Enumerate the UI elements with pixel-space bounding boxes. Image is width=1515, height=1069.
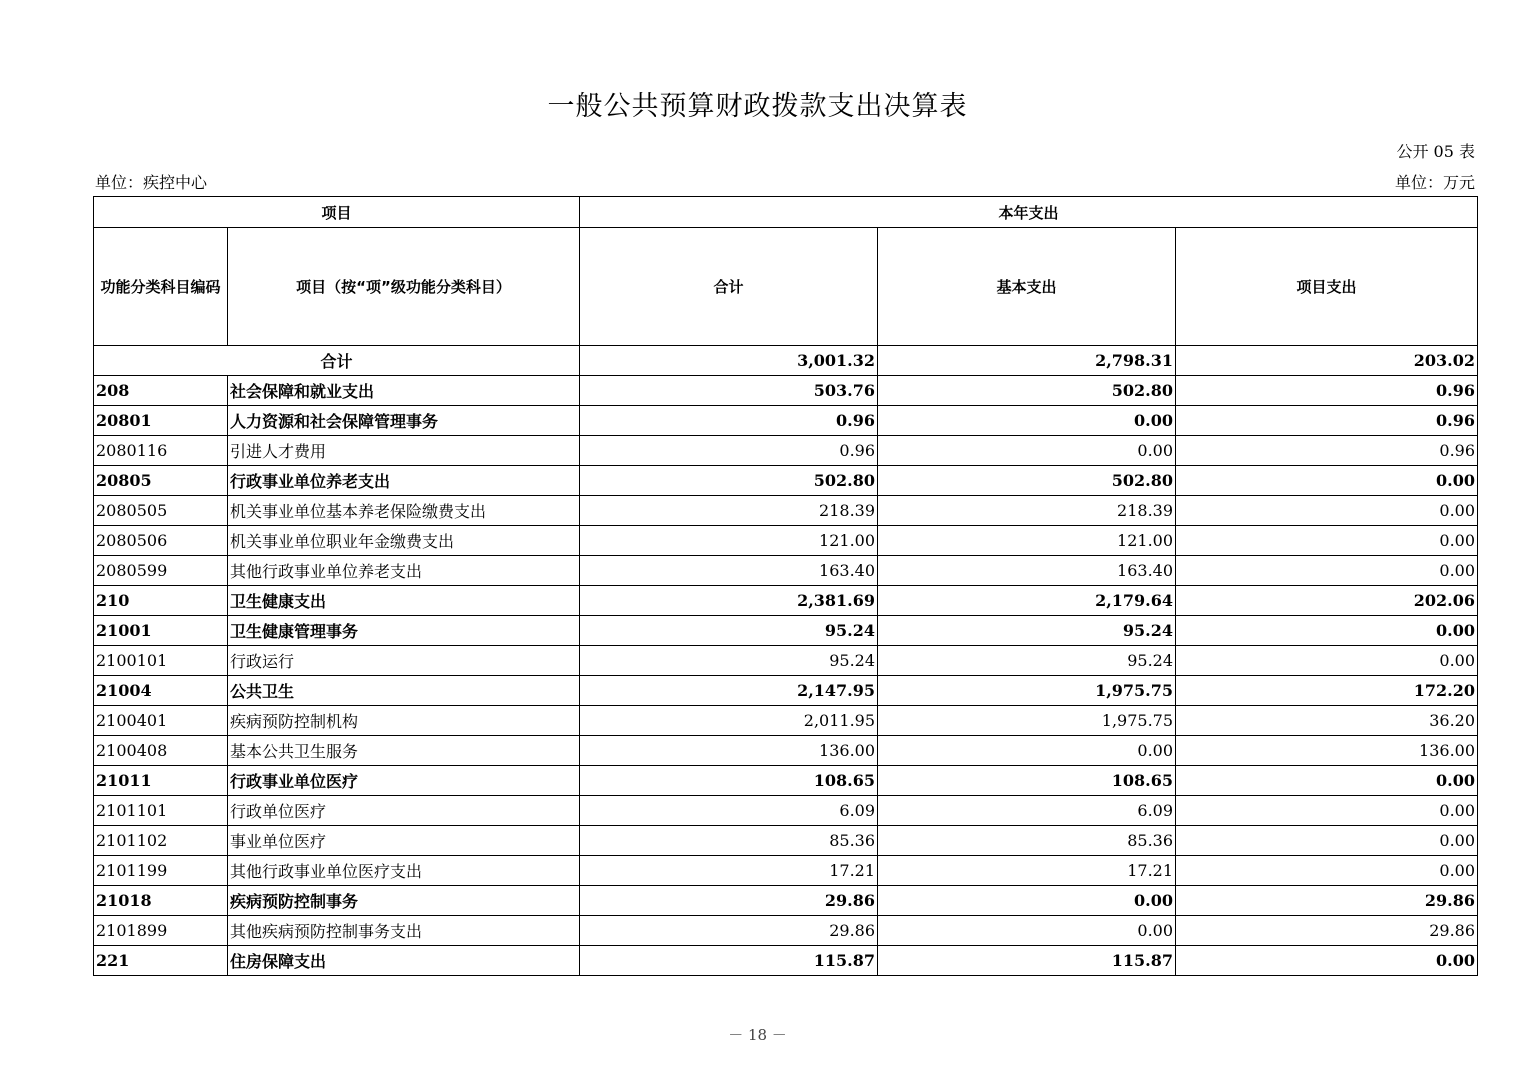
row-total: 121.00 bbox=[580, 526, 878, 556]
form-number: 公开 05 表 bbox=[1396, 142, 1475, 161]
total-project: 203.02 bbox=[1176, 346, 1478, 376]
row-basic: 502.80 bbox=[878, 466, 1176, 496]
row-code: 20801 bbox=[94, 406, 228, 436]
row-code: 21011 bbox=[94, 766, 228, 796]
header-year-expenditure: 本年支出 bbox=[580, 197, 1478, 228]
row-code: 2100101 bbox=[94, 646, 228, 676]
table-row bbox=[94, 436, 1478, 466]
row-basic: 1,975.75 bbox=[878, 676, 1176, 706]
row-total: 29.86 bbox=[580, 886, 878, 916]
row-project: 29.86 bbox=[1176, 886, 1478, 916]
row-name: 机关事业单位基本养老保险缴费支出 bbox=[228, 496, 580, 526]
row-code: 21018 bbox=[94, 886, 228, 916]
row-code: 2100401 bbox=[94, 706, 228, 736]
table-row bbox=[94, 766, 1478, 796]
row-code: 21004 bbox=[94, 676, 228, 706]
header-item-group: 项目 bbox=[94, 197, 580, 228]
row-total: 2,147.95 bbox=[580, 676, 878, 706]
row-basic: 95.24 bbox=[878, 616, 1176, 646]
table-row bbox=[94, 526, 1478, 556]
row-basic: 502.80 bbox=[878, 376, 1176, 406]
row-project: 0.96 bbox=[1176, 436, 1478, 466]
row-name: 住房保障支出 bbox=[228, 946, 580, 976]
table-row bbox=[94, 706, 1478, 736]
row-total: 218.39 bbox=[580, 496, 878, 526]
row-total: 163.40 bbox=[580, 556, 878, 586]
row-basic: 115.87 bbox=[878, 946, 1176, 976]
row-total: 502.80 bbox=[580, 466, 878, 496]
row-code: 2101199 bbox=[94, 856, 228, 886]
organization-unit: 单位：疾控中心 bbox=[95, 173, 208, 192]
row-name: 公共卫生 bbox=[228, 676, 580, 706]
total-label: 合计 bbox=[94, 346, 580, 376]
row-total: 2,011.95 bbox=[580, 706, 878, 736]
row-basic: 163.40 bbox=[878, 556, 1176, 586]
table-row bbox=[94, 826, 1478, 856]
table-row bbox=[94, 736, 1478, 766]
row-name: 疾病预防控制机构 bbox=[228, 706, 580, 736]
total-row bbox=[94, 346, 1478, 376]
table-row bbox=[94, 616, 1478, 646]
row-name: 卫生健康管理事务 bbox=[228, 616, 580, 646]
row-name: 事业单位医疗 bbox=[228, 826, 580, 856]
row-name: 基本公共卫生服务 bbox=[228, 736, 580, 766]
row-code: 2101102 bbox=[94, 826, 228, 856]
row-project: 0.00 bbox=[1176, 616, 1478, 646]
header-total: 合计 bbox=[580, 228, 878, 346]
row-code: 210 bbox=[94, 586, 228, 616]
row-name: 行政事业单位养老支出 bbox=[228, 466, 580, 496]
table-row bbox=[94, 376, 1478, 406]
table-row bbox=[94, 916, 1478, 946]
row-project: 0.96 bbox=[1176, 376, 1478, 406]
header-basic: 基本支出 bbox=[878, 228, 1176, 346]
header-name: 项目（按“项”级功能分类科目） bbox=[228, 228, 580, 346]
row-code: 2080505 bbox=[94, 496, 228, 526]
row-name: 人力资源和社会保障管理事务 bbox=[228, 406, 580, 436]
row-project: 172.20 bbox=[1176, 676, 1478, 706]
row-project: 136.00 bbox=[1176, 736, 1478, 766]
row-code: 2101899 bbox=[94, 916, 228, 946]
row-project: 36.20 bbox=[1176, 706, 1478, 736]
row-basic: 0.00 bbox=[878, 406, 1176, 436]
header-row-group bbox=[94, 197, 1478, 228]
row-code: 2100408 bbox=[94, 736, 228, 766]
row-project: 0.00 bbox=[1176, 946, 1478, 976]
row-project: 0.00 bbox=[1176, 856, 1478, 886]
row-project: 0.00 bbox=[1176, 526, 1478, 556]
row-basic: 0.00 bbox=[878, 886, 1176, 916]
table-row bbox=[94, 406, 1478, 436]
row-name: 行政事业单位医疗 bbox=[228, 766, 580, 796]
total-basic: 2,798.31 bbox=[878, 346, 1176, 376]
header-row-columns bbox=[94, 228, 1478, 346]
row-basic: 121.00 bbox=[878, 526, 1176, 556]
row-code: 221 bbox=[94, 946, 228, 976]
row-code: 2080599 bbox=[94, 556, 228, 586]
row-basic: 6.09 bbox=[878, 796, 1176, 826]
header-project: 项目支出 bbox=[1176, 228, 1478, 346]
row-project: 202.06 bbox=[1176, 586, 1478, 616]
row-name: 卫生健康支出 bbox=[228, 586, 580, 616]
row-project: 0.00 bbox=[1176, 556, 1478, 586]
row-basic: 85.36 bbox=[878, 826, 1176, 856]
row-name: 其他行政事业单位医疗支出 bbox=[228, 856, 580, 886]
row-basic: 108.65 bbox=[878, 766, 1176, 796]
row-name: 行政单位医疗 bbox=[228, 796, 580, 826]
row-code: 2080116 bbox=[94, 436, 228, 466]
table-row bbox=[94, 646, 1478, 676]
table-row bbox=[94, 466, 1478, 496]
row-project: 0.00 bbox=[1176, 496, 1478, 526]
expenditure-table bbox=[93, 196, 1478, 976]
row-total: 95.24 bbox=[580, 646, 878, 676]
row-total: 2,381.69 bbox=[580, 586, 878, 616]
row-total: 0.96 bbox=[580, 436, 878, 466]
row-total: 115.87 bbox=[580, 946, 878, 976]
row-total: 29.86 bbox=[580, 916, 878, 946]
row-total: 95.24 bbox=[580, 616, 878, 646]
header-code: 功能分类科目编码 bbox=[94, 228, 228, 346]
currency-unit: 单位：万元 bbox=[1394, 173, 1475, 192]
row-name: 社会保障和就业支出 bbox=[228, 376, 580, 406]
row-basic: 1,975.75 bbox=[878, 706, 1176, 736]
row-code: 2101101 bbox=[94, 796, 228, 826]
row-total: 503.76 bbox=[580, 376, 878, 406]
table-row bbox=[94, 586, 1478, 616]
row-project: 29.86 bbox=[1176, 916, 1478, 946]
row-total: 0.96 bbox=[580, 406, 878, 436]
row-basic: 17.21 bbox=[878, 856, 1176, 886]
row-project: 0.00 bbox=[1176, 646, 1478, 676]
row-total: 6.09 bbox=[580, 796, 878, 826]
row-basic: 0.00 bbox=[878, 736, 1176, 766]
row-code: 20805 bbox=[94, 466, 228, 496]
row-code: 208 bbox=[94, 376, 228, 406]
row-name: 行政运行 bbox=[228, 646, 580, 676]
row-basic: 0.00 bbox=[878, 916, 1176, 946]
table-row bbox=[94, 886, 1478, 916]
row-total: 108.65 bbox=[580, 766, 878, 796]
row-basic: 218.39 bbox=[878, 496, 1176, 526]
row-project: 0.00 bbox=[1176, 766, 1478, 796]
table-row bbox=[94, 556, 1478, 586]
row-project: 0.00 bbox=[1176, 466, 1478, 496]
table-row bbox=[94, 796, 1478, 826]
row-name: 其他行政事业单位养老支出 bbox=[228, 556, 580, 586]
table-row bbox=[94, 496, 1478, 526]
row-basic: 0.00 bbox=[878, 436, 1176, 466]
row-basic: 2,179.64 bbox=[878, 586, 1176, 616]
row-total: 85.36 bbox=[580, 826, 878, 856]
row-total: 136.00 bbox=[580, 736, 878, 766]
row-code: 2080506 bbox=[94, 526, 228, 556]
table-row bbox=[94, 676, 1478, 706]
row-name: 其他疾病预防控制事务支出 bbox=[228, 916, 580, 946]
row-code: 21001 bbox=[94, 616, 228, 646]
row-project: 0.00 bbox=[1176, 796, 1478, 826]
row-project: 0.96 bbox=[1176, 406, 1478, 436]
row-basic: 95.24 bbox=[878, 646, 1176, 676]
total-total: 3,001.32 bbox=[580, 346, 878, 376]
table-row bbox=[94, 946, 1478, 976]
page-title: 一般公共预算财政拨款支出决算表 bbox=[547, 91, 968, 122]
page-number: － 18 － bbox=[728, 1026, 787, 1044]
row-project: 0.00 bbox=[1176, 826, 1478, 856]
row-name: 疾病预防控制事务 bbox=[228, 886, 580, 916]
row-total: 17.21 bbox=[580, 856, 878, 886]
row-name: 引进人才费用 bbox=[228, 436, 580, 466]
row-name: 机关事业单位职业年金缴费支出 bbox=[228, 526, 580, 556]
table-row bbox=[94, 856, 1478, 886]
